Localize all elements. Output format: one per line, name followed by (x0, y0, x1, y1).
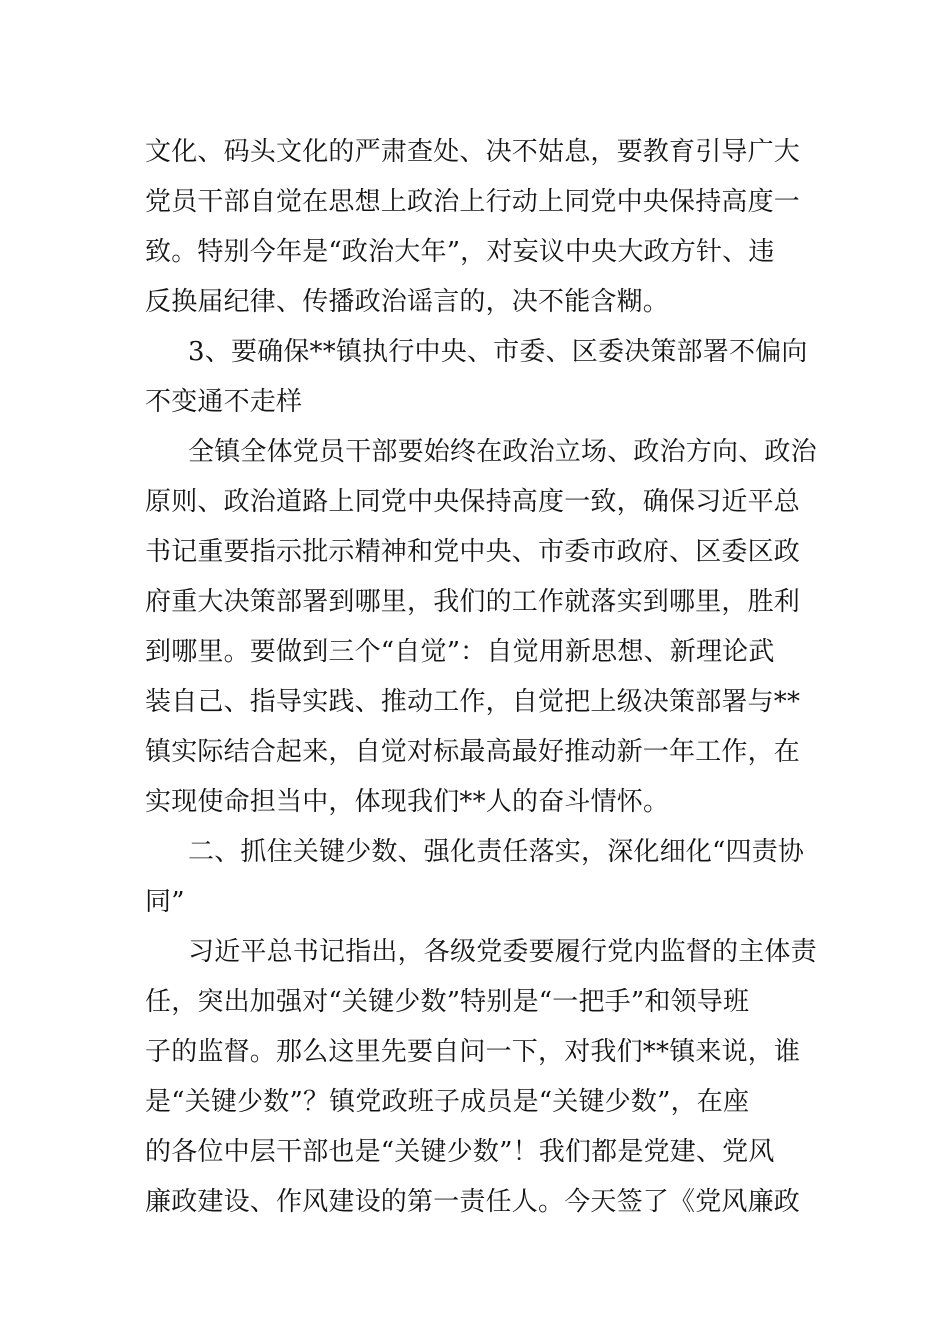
text-line: 任，突出加强对“关键少数”特别是“一把手”和领导班 (145, 987, 750, 1017)
text-line: 党员干部自觉在思想上政治上行动上同党中央保持高度一 (145, 187, 801, 217)
section-heading: 二、抓住关键少数、强化责任落实，深化细化“四责协 (188, 837, 805, 867)
text-line: 的各位中层干部也是“关键少数”！我们都是党建、党风 (145, 1137, 775, 1167)
text-line: 是“关键少数”？镇党政班子成员是“关键少数”，在座 (145, 1087, 750, 1117)
text-line: 原则、政治道路上同党中央保持高度一致，确保习近平总 (145, 487, 801, 517)
text-line: 书记重要指示批示精神和党中央、市委市政府、区委区政 (145, 537, 801, 567)
text-line: 装自己、指导实践、推动工作，自觉把上级决策部署与** (145, 687, 801, 717)
text-line: 廉政建设、作风建设的第一责任人。今天签了《党风廉政 (145, 1187, 801, 1217)
text-line: 子的监督。那么这里先要自问一下，对我们**镇来说，谁 (145, 1037, 801, 1067)
text-line: 到哪里。要做到三个“自觉”：自觉用新思想、新理论武 (145, 637, 775, 667)
paragraph-start: 习近平总书记指出，各级党委要履行党内监督的主体责 (188, 937, 817, 967)
text-line: 文化、码头文化的严肃查处、决不姑息，要教育引导广大 (145, 137, 801, 167)
section-heading-continued: 不变通不走样 (145, 387, 303, 417)
text-line: 实现使命担当中，体现我们**人的奋斗情怀。 (145, 787, 670, 817)
section-heading-continued: 同” (145, 887, 185, 917)
text-line: 反换届纪律、传播政治谣言的，决不能含糊。 (145, 287, 670, 317)
paragraph-start: 全镇全体党员干部要始终在政治立场、政治方向、政治 (188, 437, 817, 467)
section-heading: 3、要确保**镇执行中央、市委、区委决策部署不偏向 (188, 337, 808, 367)
text-line: 镇实际结合起来，自觉对标最高最好推动新一年工作，在 (145, 737, 801, 767)
text-line: 府重大决策部署到哪里，我们的工作就落实到哪里，胜利 (145, 587, 801, 617)
text-line: 致。特别今年是“政治大年”，对妄议中央大政方针、违 (145, 237, 775, 267)
